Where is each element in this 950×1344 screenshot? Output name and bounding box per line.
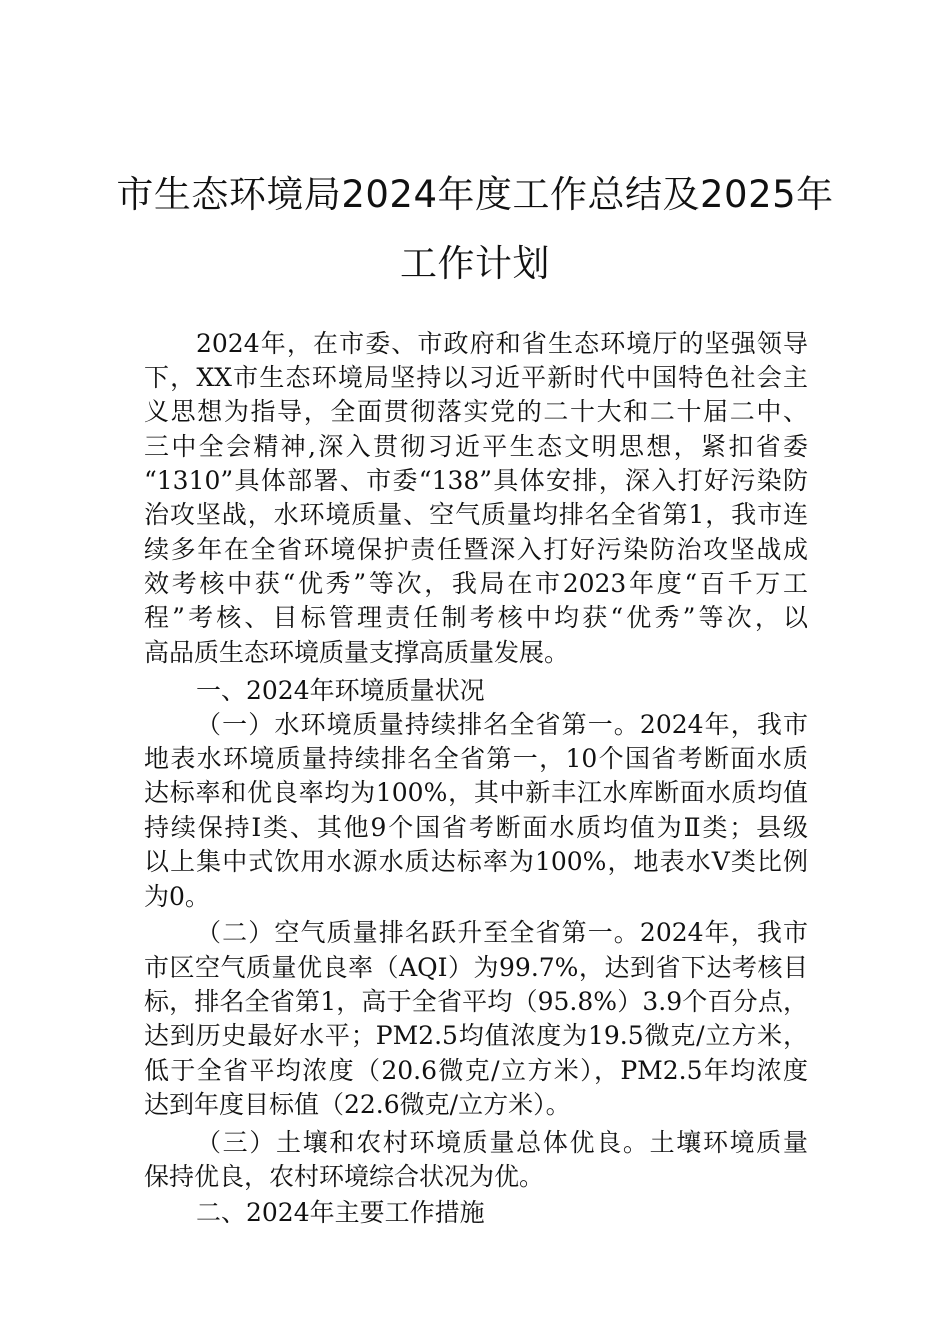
water-paragraph-line: 达标率和优良率均为100%，其中新丰江水库断面水质均值 [144,778,808,807]
air-paragraph-line: 市区空气质量优良率（AQI）为99.7%，达到省下达考核目 [144,953,808,982]
air-paragraph-line: 达到历史最好水平；PM2.5均值浓度为19.5微克/立方米， [144,1021,808,1050]
air-paragraph-line: 达到年度目标值（22.6微克/立方米）。 [144,1090,571,1119]
air-paragraph-line: 标，排名全省第1，高于全省平均（95.8%）3.9个百分点， [144,987,808,1016]
intro-paragraph-line: 2024年，在市委、市政府和省生态环境厅的坚强领导 [196,329,808,358]
water-paragraph-line: 为0。 [144,882,210,911]
soil-paragraph-line: 保持优良，农村环境综合状况为优。 [144,1162,545,1191]
intro-paragraph-line: 义思想为指导，全面贯彻落实党的二十大和二十届二中、 [144,397,808,426]
intro-paragraph-line: 下，XX市生态环境局坚持以习近平新时代中国特色社会主 [144,363,808,392]
intro-paragraph-line: 治攻坚战，水环境质量、空气质量均排名全省第1，我市连 [144,500,808,529]
soil-paragraph-line: （三）土壤和农村环境质量总体优良。土壤环境质量 [196,1128,808,1157]
water-paragraph-line: 地表水环境质量持续排名全省第一，10个国省考断面水质 [144,744,808,773]
section-heading-1: 一、2024年环境质量状况 [196,676,485,705]
intro-paragraph-line: 三中全会精神,深入贯彻习近平生态文明思想，紧扣省委 [144,432,808,461]
intro-paragraph-line: “1310”具体部署、市委“138”具体安排，深入打好污染防 [144,466,808,495]
intro-paragraph-line: 续多年在全省环境保护责任暨深入打好污染防治攻坚战成 [144,535,808,564]
air-paragraph-line: （二）空气质量排名跃升至全省第一。2024年，我市 [196,918,808,947]
intro-paragraph-line: 程”考核、目标管理责任制考核中均获“优秀”等次，以 [144,603,808,632]
document-title-line-2: 工作计划 [400,242,550,285]
water-paragraph-line: 持续保持Ⅰ类、其他9个国省考断面水质均值为Ⅱ类；县级 [144,813,808,842]
intro-paragraph-line: 高品质生态环境质量支撑高质量发展。 [144,638,570,667]
section-heading-2: 二、2024年主要工作措施 [196,1198,485,1227]
document-title-line-1: 市生态环境局2024年度工作总结及2025年 [116,173,834,216]
water-paragraph-line: 以上集中式饮用水源水质达标率为100%，地表水Ⅴ类比例 [144,847,808,876]
air-paragraph-line: 低于全省平均浓度（20.6微克/立方米），PM2.5年均浓度 [144,1056,808,1085]
water-paragraph-line: （一）水环境质量持续排名全省第一。2024年，我市 [196,710,808,739]
intro-paragraph-line: 效考核中获“优秀”等次，我局在市2023年度“百千万工 [144,569,808,598]
